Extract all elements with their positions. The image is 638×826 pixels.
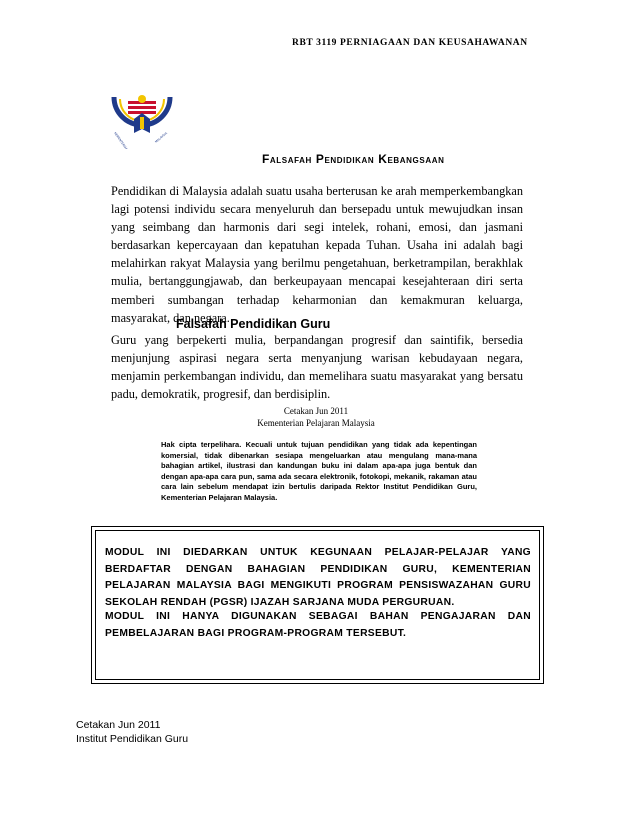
footer-institution: Institut Pendidikan Guru: [76, 733, 189, 745]
falsafah-kebangsaan-body: Pendidikan di Malaysia adalah suatu usaha berterusan ke arah memperkembangkan lagi potensi individu secara menyeluruh dan bersepadu untuk mewujudkan insan yang seimbang dan harmonis dari segi intelek, rohani, emosi, dan jasmani berdasarkan kepercayaan dan kepatuhan kepada Tuhan. Usaha ini adalah bagi melahirkan rakyat Malaysia yang berilmu pengetahuan, berketrampilan, berakhlak mulia, bertanggungjawab, dan berkeupayaan mencapai kesejahteraan diri serta memberi sumbangan terhadap keharmonian dan kemakmuran keluarga, masyarakat, dan negara.: [111, 184, 523, 325]
footer-print-date: Cetakan Jun 2011: [76, 719, 161, 731]
notice-paragraph-distribution: MODUL INI DIEDARKAN UNTUK KEGUNAAN PELAJAR-PELAJAR YANG BERDAFTAR DENGAN BAHAGIAN PENDIDIKAN GURU, KEMENTERIAN PELAJARAN MALAYSIA BAGI MENGIKUTI PROGRAM PENSISWAZAHAN GURU SEKOLAH RENDAH (PGSR) IJAZAH SARJANA MUDA PERGURUAN.: [105, 547, 531, 608]
print-info: [230, 405, 402, 429]
ministry-logo-emblem: [110, 93, 174, 149]
footer: [76, 718, 188, 746]
ministry-logo: [110, 93, 174, 149]
falsafah-guru-title: Falsafah Pendidikan Guru: [176, 317, 331, 331]
notice-paragraph-usage: MODUL INI HANYA DIGUNAKAN SEBAGAI BAHAN PENGAJARAN DAN PEMBELAJARAN BAGI PROGRAM-PROGRAM TERSEBUT.: [105, 611, 531, 639]
svg-text:KEMENTERIAN: KEMENTERIAN: [113, 131, 129, 149]
falsafah-kebangsaan-title: Falsafah Pendidikan Kebangsaan: [262, 152, 445, 166]
running-header: RBT 3119 PERNIAGAAN DAN KEUSAHAWANAN: [292, 38, 528, 48]
svg-text:MALAYSIA: MALAYSIA: [154, 131, 169, 144]
print-date: Cetakan Jun 2011: [283, 406, 349, 416]
print-publisher: Kementerian Pelajaran Malaysia: [257, 418, 375, 428]
copyright-notice: Hak cipta terpelihara. Kecuali untuk tujuan pendidikan yang tidak ada kepentingan komersial, tidak dibenarkan sesiapa mengeluarkan atau mengulang mana-mana bahagian artikel, ilustrasi dan kandungan buku ini dalam apa-apa juga bentuk dan dengan apa-apa cara pun, sama ada secara elektronik, fotokopi, mekanik, rakaman atau cara lain sebelum mendapat izin bertulis daripada Rektor Institut Pendidikan Guru, Kementerian Pelajaran Malaysia.: [161, 440, 477, 502]
falsafah-guru-body: Guru yang berpekerti mulia, berpandangan progresif dan saintifik, bersedia menjunjung aspirasi negara serta menyanjung warisan kebudayaan negara, menjamin perkembangan individu, dan memelihara suatu masyarakat yang bersatu padu, demokratik, progresif, dan berdisiplin.: [111, 333, 523, 401]
